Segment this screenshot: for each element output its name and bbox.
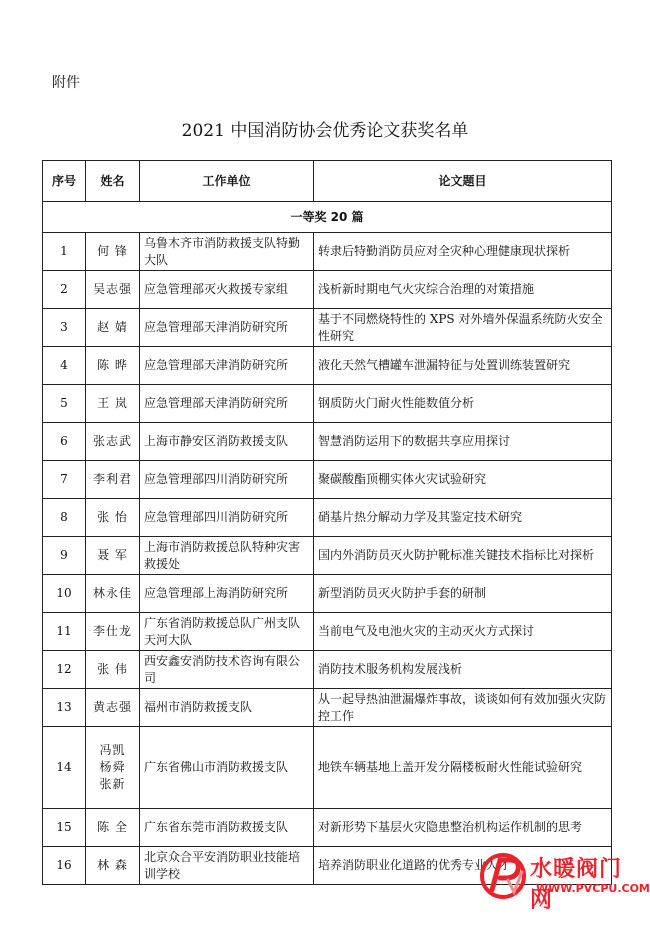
cell-name: 聂 军: [86, 537, 140, 575]
table-row: [43, 347, 612, 385]
cell-unit: 应急管理部四川消防研究所: [140, 461, 314, 499]
cell-topic: 转隶后特勤消防员应对全灾种心理健康现状探析: [314, 233, 612, 271]
cell-seq: 16: [43, 847, 86, 885]
cell-seq: 1: [43, 233, 86, 271]
cell-unit: 上海市静安区消防救援支队: [140, 423, 314, 461]
table-row: [43, 689, 612, 727]
cell-seq: 6: [43, 423, 86, 461]
cell-topic: 聚碳酸酯顶棚实体火灾试验研究: [314, 461, 612, 499]
cell-unit: 北京众合平安消防职业技能培训学校: [140, 847, 314, 885]
cell-name: 张 伟: [86, 651, 140, 689]
cell-name: 林永佳: [86, 575, 140, 613]
cell-unit: 乌鲁木齐市消防救援支队特勤大队: [140, 233, 314, 271]
table-row: [43, 233, 612, 271]
cell-topic: 消防技术服务机构发展浅析: [314, 651, 612, 689]
cell-seq: 7: [43, 461, 86, 499]
cell-unit: 广东省东莞市消防救援支队: [140, 809, 314, 847]
cell-seq: 13: [43, 689, 86, 727]
cell-name: 李仕龙: [86, 613, 140, 651]
cell-name: 张志武: [86, 423, 140, 461]
cell-topic: 国内外消防员灭火防护靴标准关键技术指标比对探析: [314, 537, 612, 575]
award-table: [42, 160, 612, 885]
table-row: [43, 499, 612, 537]
cell-name: 林 森: [86, 847, 140, 885]
cell-topic: 浅析新时期电气火灾综合治理的对策措施: [314, 271, 612, 309]
cell-topic: 当前电气及电池火灾的主动灭火方式探讨: [314, 613, 612, 651]
cell-topic: 智慧消防运用下的数据共享应用探讨: [314, 423, 612, 461]
cell-name: 黄志强: [86, 689, 140, 727]
cell-topic: 地铁车辆基地上盖开发分隔楼板耐火性能试验研究: [314, 727, 612, 809]
cell-topic: 硝基片热分解动力学及其鉴定技术研究: [314, 499, 612, 537]
table-row: [43, 537, 612, 575]
table-row: [43, 423, 612, 461]
cell-name: 陈 晔: [86, 347, 140, 385]
cell-unit: 西安鑫安消防技术咨询有限公司: [140, 651, 314, 689]
cell-topic: 从一起导热油泄漏爆炸事故，谈谈如何有效加强火灾防控工作: [314, 689, 612, 727]
table-row: [43, 271, 612, 309]
cell-seq: 8: [43, 499, 86, 537]
cell-name: 张 怡: [86, 499, 140, 537]
cell-seq: 12: [43, 651, 86, 689]
cell-name: 冯凯 杨舜 张新: [86, 727, 140, 809]
cell-seq: 2: [43, 271, 86, 309]
cell-seq: 4: [43, 347, 86, 385]
attachment-label: 附件: [52, 75, 80, 91]
table-row: [43, 809, 612, 847]
cell-topic: 对新形势下基层火灾隐患整治机构运作机制的思考: [314, 809, 612, 847]
watermark: [478, 848, 650, 926]
cell-topic: 钢质防火门耐火性能数值分析: [314, 385, 612, 423]
cell-name: 李利君: [86, 461, 140, 499]
cell-unit: 广东省消防救援总队广州支队天河大队: [140, 613, 314, 651]
table-row: [43, 385, 612, 423]
cell-unit: 福州市消防救援支队: [140, 689, 314, 727]
cell-seq: 9: [43, 537, 86, 575]
cell-topic: 基于不同燃烧特性的 XPS 对外墙外保温系统防火安全性研究: [314, 309, 612, 347]
section-row: [43, 202, 612, 233]
header-unit: 工作单位: [140, 161, 314, 202]
cell-name: 王 岚: [86, 385, 140, 423]
cell-unit: 上海市消防救援总队特种灾害救援处: [140, 537, 314, 575]
table-row: [43, 613, 612, 651]
cell-unit: 应急管理部上海消防研究所: [140, 575, 314, 613]
cell-unit: 应急管理部天津消防研究所: [140, 385, 314, 423]
watermark-url: WWW.PVCPU.COM: [536, 882, 650, 895]
pv-logo-icon: [478, 850, 528, 900]
table-header-row: [43, 161, 612, 202]
cell-name: 何 锋: [86, 233, 140, 271]
cell-unit: 应急管理部天津消防研究所: [140, 347, 314, 385]
cell-seq: 5: [43, 385, 86, 423]
watermark-title: 水暖阀门网: [530, 857, 623, 913]
cell-name: 陈 全: [86, 809, 140, 847]
table-row: [43, 461, 612, 499]
cell-seq: 11: [43, 613, 86, 651]
cell-seq: 14: [43, 727, 86, 809]
table-row: [43, 309, 612, 347]
cell-unit: 应急管理部天津消防研究所: [140, 309, 314, 347]
section-title: 一等奖 20 篇: [43, 202, 612, 233]
cell-name: 吴志强: [86, 271, 140, 309]
table-row: [43, 727, 612, 809]
cell-seq: 15: [43, 809, 86, 847]
cell-seq: 10: [43, 575, 86, 613]
table-row: [43, 651, 612, 689]
table-row: [43, 575, 612, 613]
cell-unit: 应急管理部灭火救援专家组: [140, 271, 314, 309]
header-seq: 序号: [43, 161, 86, 202]
cell-topic: 新型消防员灭火防护手套的研制: [314, 575, 612, 613]
document-title: 2021 中国消防协会优秀论文获奖名单: [181, 121, 469, 141]
cell-topic: 液化天然气槽罐车泄漏特征与处置训练装置研究: [314, 347, 612, 385]
cell-seq: 3: [43, 309, 86, 347]
header-name: 姓名: [86, 161, 140, 202]
cell-topic: 培养消防职业化道路的优秀专业人才: [314, 847, 612, 885]
cell-name: 赵 婧: [86, 309, 140, 347]
cell-unit: 应急管理部四川消防研究所: [140, 499, 314, 537]
header-topic: 论文题目: [314, 161, 612, 202]
cell-unit: 广东省佛山市消防救援支队: [140, 727, 314, 809]
